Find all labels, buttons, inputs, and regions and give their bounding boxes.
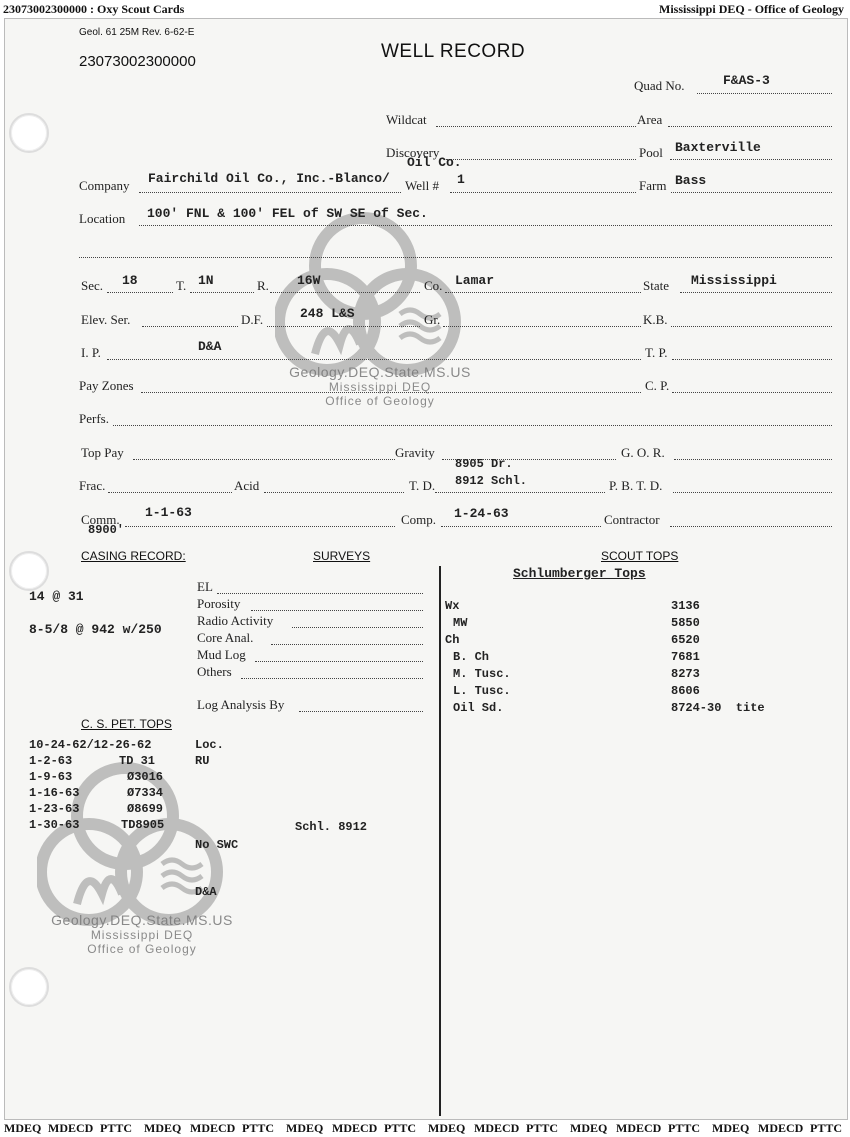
pet-top-note: Ø7334 (127, 786, 164, 800)
farm-label: Farm (639, 178, 667, 193)
co-label: Co. (424, 278, 443, 293)
no-swc-note: No SWC (195, 838, 239, 852)
cs-pet-tops-title: C. S. PET. TOPS (81, 717, 172, 731)
pet-top-note: TD8905 (121, 818, 165, 832)
page-title: WELL RECORD (381, 41, 526, 62)
scout-top-name: Wx (445, 599, 460, 613)
pool-label: Pool (639, 145, 663, 160)
pet-top-note: TD 31 (119, 754, 156, 768)
footer-item: MDEQ (4, 1121, 42, 1135)
contractor-label: Contractor (604, 512, 660, 527)
ip-value: D&A (198, 339, 222, 354)
scout-top-value: 5850 (671, 616, 700, 630)
area-label: Area (637, 112, 663, 127)
schl-note: Schl. 8912 (295, 820, 368, 834)
scout-top-value: 6520 (671, 633, 700, 647)
state-value: Mississippi (691, 273, 777, 288)
co-value: Lamar (455, 273, 495, 288)
sec-label: Sec. (81, 278, 104, 293)
gor-label: G. O. R. (621, 445, 665, 460)
comm-value: 1-1-63 (145, 505, 192, 520)
pet-top-note: Ø8699 (127, 802, 164, 816)
comm-extra-value: 8900' (88, 523, 125, 537)
location-value: 100' FNL & 100' FEL of SW SE of Sec. (147, 206, 428, 221)
df-value: 248 L&S (300, 306, 355, 321)
toppay-label: Top Pay (81, 445, 124, 460)
r-value: 16W (297, 273, 321, 288)
td-label: T. D. (409, 478, 436, 493)
company-label: Company (79, 178, 130, 193)
ip-label: I. P. (81, 345, 101, 360)
scout-top-value: 3136 (671, 599, 700, 613)
survey-item-el: EL (197, 579, 213, 594)
perfs-label: Perfs. (79, 411, 109, 426)
watermark-text: Geology.DEQ.State.MS.US Mississippi DEQ Office of Geology (51, 912, 233, 956)
punch-hole-top (9, 113, 49, 153)
gr-label: Gr. (424, 312, 441, 327)
footer-item: MDECD (758, 1121, 804, 1135)
footer-item: MDECD (190, 1121, 236, 1135)
pet-top-extra: RU (195, 754, 210, 768)
gravity-label: Gravity (395, 445, 435, 460)
elev-label: Elev. Ser. (81, 312, 131, 327)
scout-top-name: Ch (445, 633, 460, 647)
location-label: Location (79, 211, 126, 226)
footer-item: MDECD (332, 1121, 378, 1135)
pbtd-label: P. B. T. D. (609, 478, 663, 493)
footer-item: MDECD (474, 1121, 520, 1135)
scout-top-name: MW (453, 616, 468, 630)
footer-item: PTTC (384, 1121, 417, 1135)
pool-value: Baxterville (675, 140, 761, 155)
scout-tops-subtitle: Schlumberger Tops (513, 566, 646, 581)
survey-item-radio: Radio Activity (197, 613, 274, 628)
casing-record-title: CASING RECORD: (81, 549, 186, 563)
agency-name: Mississippi DEQ - Office of Geology (659, 2, 844, 16)
api-number: 23073002300000 (79, 53, 196, 70)
comm-label: Comm. (81, 512, 120, 527)
survey-item-porosity: Porosity (197, 596, 241, 611)
footer-item: PTTC (668, 1121, 701, 1135)
surveys-title: SURVEYS (313, 549, 371, 563)
viewer-footer (0, 1119, 850, 1137)
well-record-card (4, 18, 848, 1120)
comp-value: 1-24-63 (454, 506, 509, 521)
quad-value: F&AS-3 (723, 73, 770, 88)
casing-entry: 14 @ 31 (29, 589, 84, 604)
pet-top-date: 1-30-63 (29, 818, 80, 832)
footer-item: MDECD (616, 1121, 662, 1135)
pet-top-date: 10-24-62/12-26-62 (29, 738, 152, 752)
footer-item: PTTC (810, 1121, 843, 1135)
td-value-schl: 8912 Schl. (455, 474, 528, 488)
state-label: State (643, 278, 669, 293)
acid-label: Acid (234, 478, 260, 493)
scout-top-value: 8606 (671, 684, 700, 698)
watermark-text: Geology.DEQ.State.MS.US Mississippi DEQ Office of Geology (289, 364, 471, 408)
pet-top-date: 1-23-63 (29, 802, 80, 816)
pet-top-note: Ø3016 (127, 770, 164, 784)
scout-top-name: B. Ch (453, 650, 490, 664)
farm-value: Bass (675, 173, 707, 188)
footer-item: MDEQ (712, 1121, 750, 1135)
payzones-label: Pay Zones (79, 378, 134, 393)
well-label: Well # (405, 178, 439, 193)
pet-top-date: 1-16-63 (29, 786, 80, 800)
footer-item: PTTC (526, 1121, 559, 1135)
t-value: 1N (198, 273, 214, 288)
form-number: Geol. 61 25M Rev. 6-62-E (79, 27, 195, 38)
punch-hole-middle (9, 551, 49, 591)
sec-value: 18 (122, 273, 138, 288)
df-label: D.F. (241, 312, 264, 327)
footer-item: PTTC (242, 1121, 275, 1135)
frac-label: Frac. (79, 478, 106, 493)
comp-label: Comp. (401, 512, 437, 527)
scout-top-name: Oil Sd. (453, 701, 504, 715)
log-analysis-label: Log Analysis By (197, 697, 285, 712)
discovery-label: Discovery (386, 145, 440, 160)
da-note: D&A (195, 885, 217, 899)
scout-top-value: 7681 (671, 650, 700, 664)
cp-label: C. P. (645, 378, 670, 393)
footer-item: MDEQ (286, 1121, 324, 1135)
pet-top-note: Loc. (195, 738, 224, 752)
scout-top-value: 8724-30 tite (671, 701, 765, 715)
casing-entry: 8-5/8 @ 942 w/250 (29, 622, 162, 637)
scout-top-value: 8273 (671, 667, 700, 681)
scout-top-name: M. Tusc. (453, 667, 511, 681)
tp-label: T. P. (645, 345, 668, 360)
r-label: R. (257, 278, 269, 293)
footer-item: MDEQ (428, 1121, 466, 1135)
well-value: 1 (457, 172, 465, 187)
footer-item: MDEQ (570, 1121, 608, 1135)
td-value-driller: 8905 Dr. (455, 457, 513, 471)
column-divider (439, 566, 441, 1116)
kb-label: K.B. (643, 312, 668, 327)
footer-item: MDEQ (144, 1121, 182, 1135)
scout-tops-title: SCOUT TOPS (601, 549, 679, 563)
survey-item-core: Core Anal. (197, 630, 254, 645)
survey-item-mudlog: Mud Log (197, 647, 246, 662)
document-id: 23073002300000 : Oxy Scout Cards (3, 2, 185, 16)
quad-label: Quad No. (634, 78, 685, 93)
company-value: Fairchild Oil Co., Inc.-Blanco/ (148, 171, 390, 186)
t-label: T. (176, 278, 187, 293)
pet-top-date: 1-2-63 (29, 754, 73, 768)
punch-hole-bottom (9, 967, 49, 1007)
wildcat-label: Wildcat (386, 112, 427, 127)
footer-item: PTTC (100, 1121, 133, 1135)
footer-item: MDECD (48, 1121, 94, 1135)
survey-item-others: Others (197, 664, 232, 679)
company-value-cont: Oil Co. (407, 155, 462, 170)
pet-top-date: 1-9-63 (29, 770, 73, 784)
viewer-header (0, 0, 850, 17)
scout-top-name: L. Tusc. (453, 684, 511, 698)
